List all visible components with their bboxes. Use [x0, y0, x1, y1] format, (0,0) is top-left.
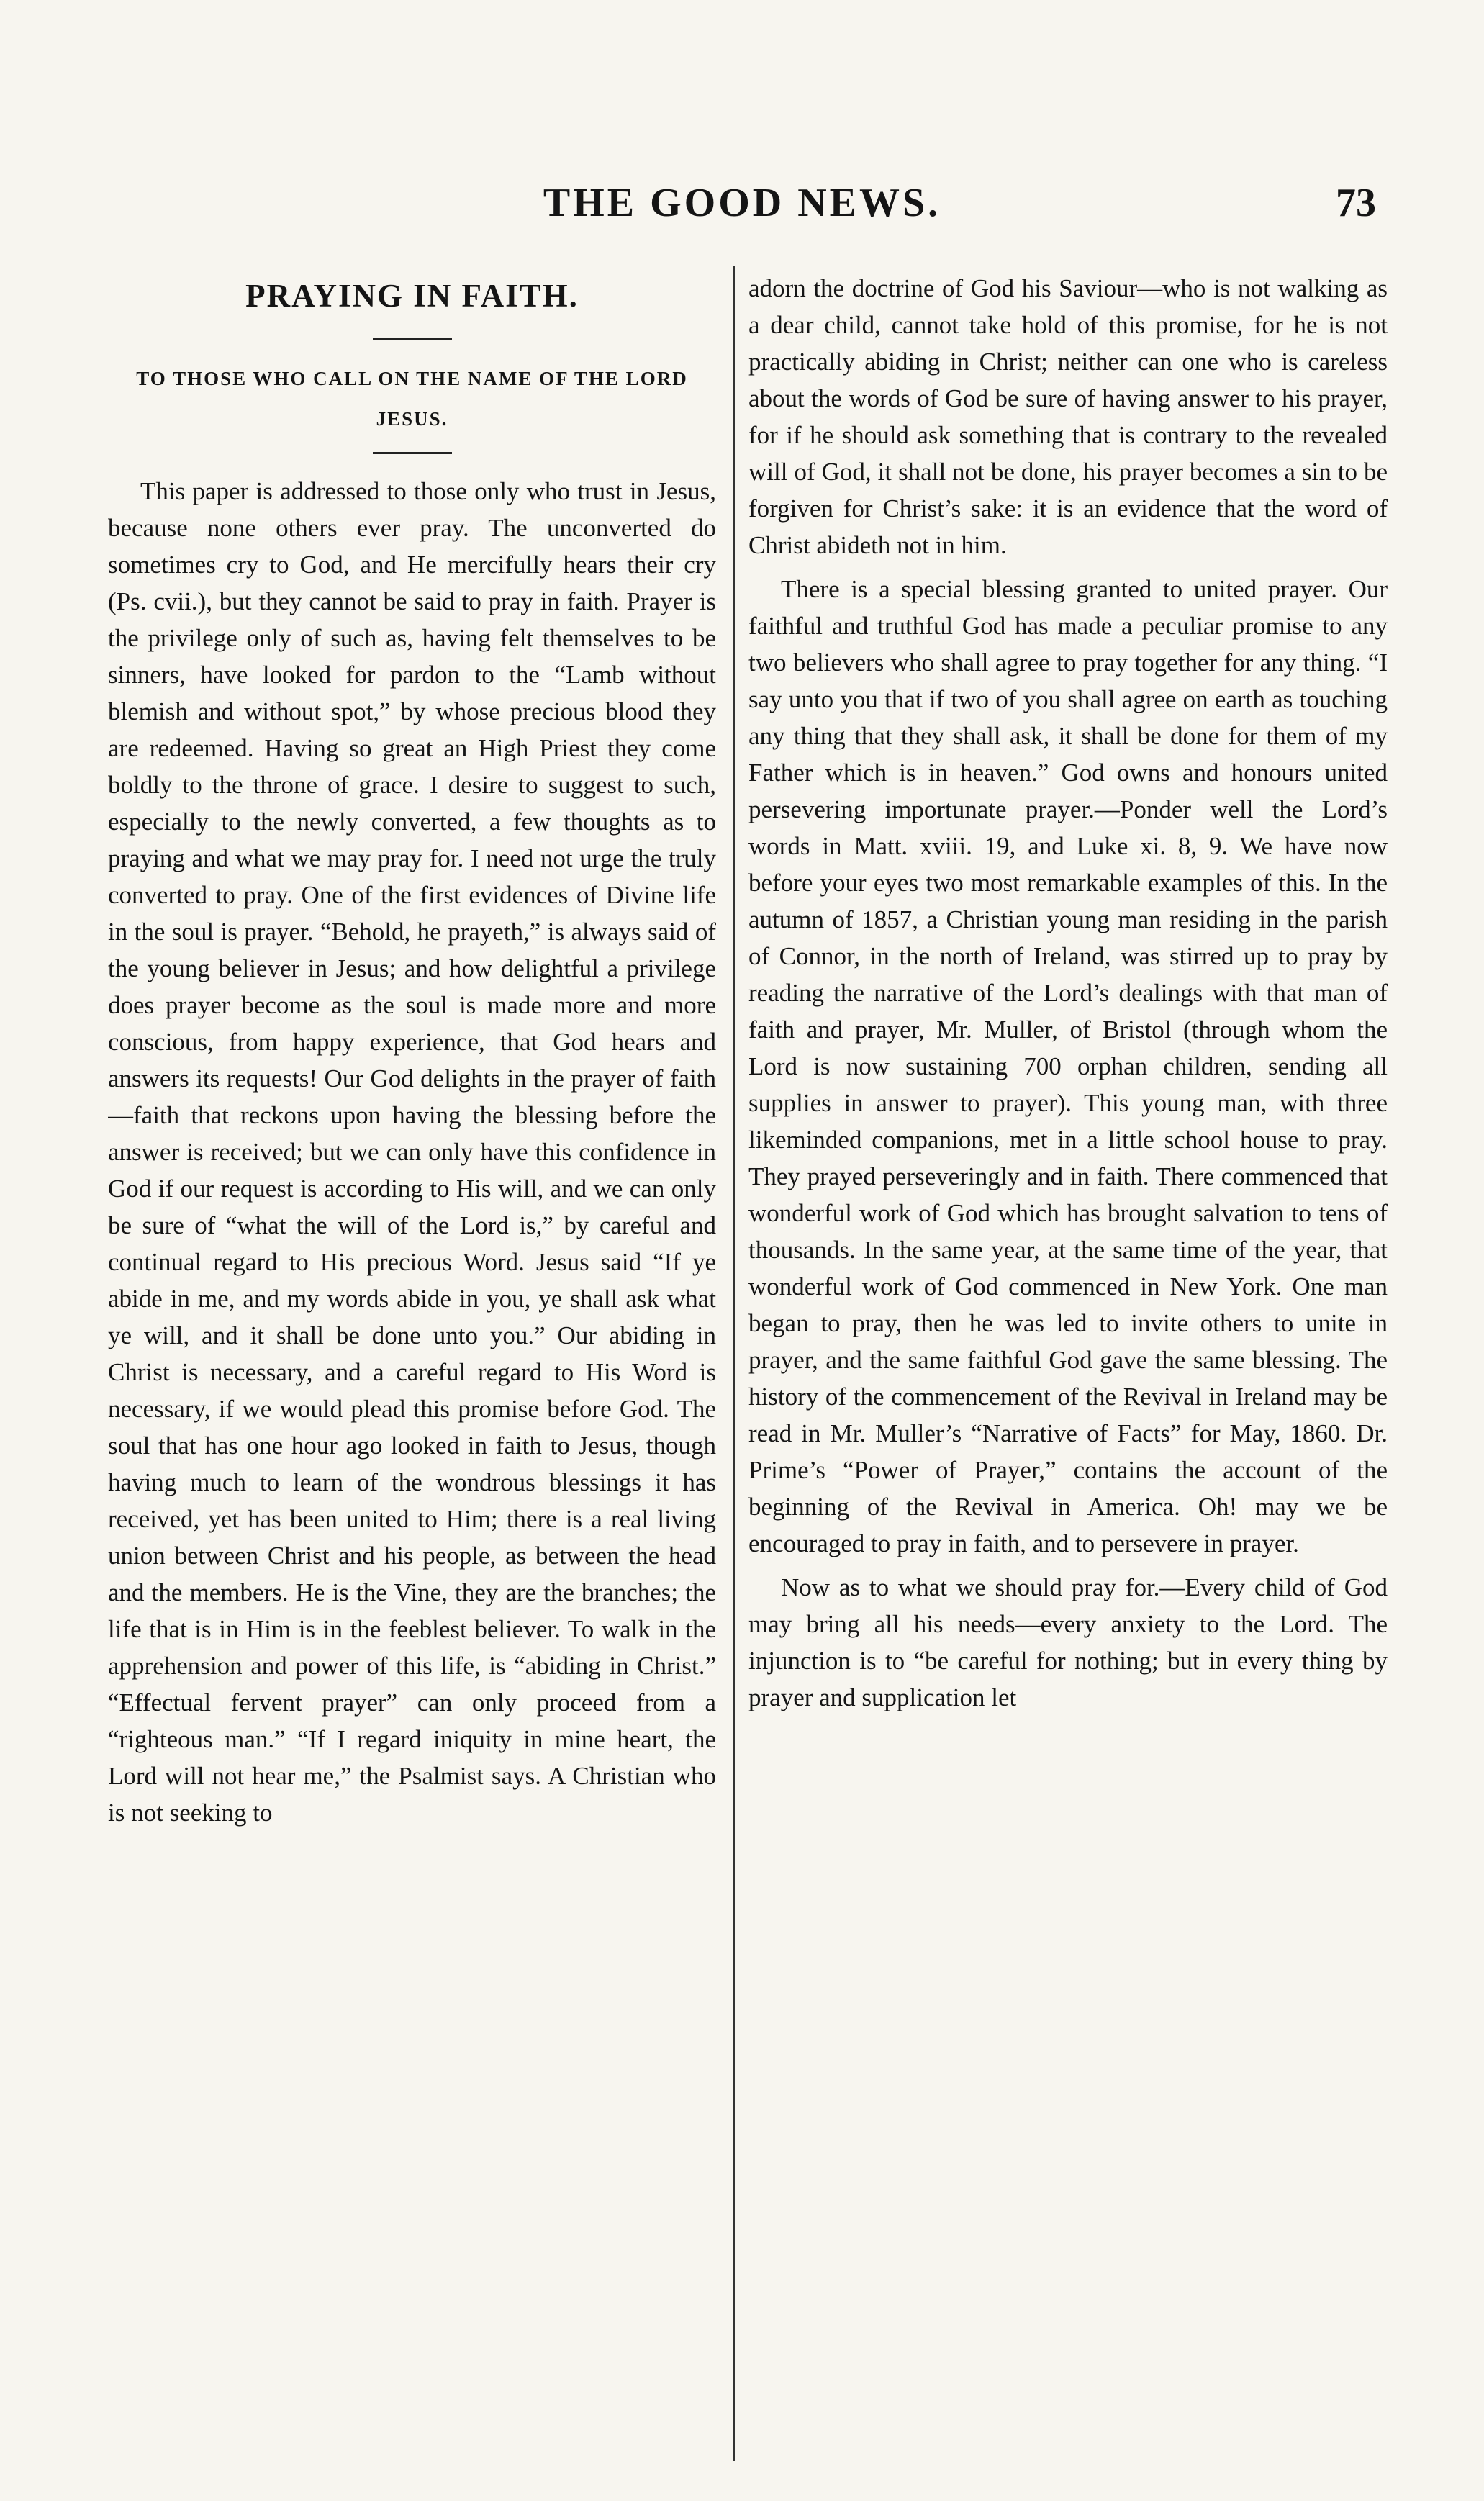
page-number: 73: [1336, 181, 1376, 225]
column-divider: [733, 266, 735, 2461]
dedication-rule: [373, 452, 452, 454]
page-header: [0, 180, 1484, 238]
paragraph: Now as to what we should pray for.—Every child of God may bring all his needs—every anxiety to the Lord. The injunction is to “be careful for nothing; but in every thing by prayer and supplication let: [748, 1573, 1388, 1711]
article-title: PRAYING IN FAITH.: [245, 278, 579, 314]
right-column: [748, 270, 1388, 2472]
left-column: [108, 270, 716, 2472]
paragraph: This paper is addressed to those only who trust in Jesus, because none others ever pray. The unconverted do sometimes cry to God, and He mercifully hears their cry (Ps. cvii.), but they cannot be said to pray in faith. Prayer is the privilege only of such as, having felt themselves to be sinners, have looked for pardon to the “Lamb without blemish and without spot,” by whose precious blood they are redeemed. Having so great an High Priest they come boldly to the throne of grace. I desire to suggest to such, especially to the newly converted, a few thoughts as to praying and what we may pray for. I need not urge the truly converted to pray. One of the first evidences of Divine life in the soul is prayer. “Behold, he prayeth,” is always said of the young believer in Jesus; and how delightful a privilege does prayer become as the soul is made more and more conscious, from happy experience, that God hears and answers its requests! Our God delights in the prayer of faith—faith that reckons upon having the blessing before the answer is received; but we can only have this confidence in God if our request is according to His will, and we can only be sure of “what the will of the Lord is,” by careful and continual regard to His precious Word. Jesus said “If ye abide in me, and my words abide in you, ye shall ask what ye will, and it shall be done unto you.” Our abiding in Christ is necessary, and a careful regard to His Word is necessary, if we would plead this promise before God. The soul that has one hour ago looked in faith to Jesus, though having much to learn of the wondrous blessings it has received, yet has been united to Him; there is a real living union between Christ and his people, as between the head and the members. He is the Vine, they are the branches; the life that is in Him is in the feeblest believer. To walk in the apprehension and power of this life, is “abiding in Christ.” “Effectual fervent prayer” can only proceed from a “righteous man.” “If I regard iniquity in mine heart, the Lord will not hear me,” the Psalmist says. A Christian who is not seeking to: [108, 477, 716, 1827]
paragraph: adorn the doctrine of God his Saviour—who is not walking as a dear child, cannot take hold of this promise, for he is not practically abiding in Christ; neither can one who is careless about the words of God be sure of having answer to his prayer, for if he should ask something that is contrary to the revealed will of God, it shall not be done, his prayer becomes a sin to be forgiven for Christ’s sake: it is an evidence that the word of Christ abideth not in him.: [748, 274, 1388, 559]
running-title: THE GOOD NEWS.: [543, 181, 941, 225]
paragraph: There is a special blessing granted to united prayer. Our faithful and truthful God has made a peculiar promise to any two believers who shall agree to pray together for any thing. “I say unto you that if two of you shall agree on earth as touching any thing that they shall ask, it shall be done for them of my Father which is in heaven.” God owns and honours united persevering importunate prayer.—Ponder well the Lord’s words in Matt. xviii. 19, and Luke xi. 8, 9. We have now before your eyes two most remarkable examples of this. In the autumn of 1857, a Christian young man residing in the parish of Connor, in the north of Ireland, was stirred up to pray by reading the narrative of the Lord’s dealings with that man of faith and prayer, Mr. Muller, of Bristol (through whom the Lord is now sustaining 700 orphan children, sending all supplies in answer to prayer). This young man, with three likeminded companions, met in a little school house to pray. They prayed perseveringly and in faith. There commenced that wonderful work of God which has brought salvation to tens of thousands. In the same year, at the same time of the year, that wonderful work of God commenced in New York. One man began to pray, then he was led to invite others to unite in prayer, and the same faithful God gave the same blessing. The history of the commencement of the Revival in Ireland may be read in Mr. Muller’s “Narrative of Facts” for May, 1860. Dr. Prime’s “Power of Prayer,” contains the account of the beginning of the Revival in America. Oh! may we be encouraged to pray in faith, and to persevere in prayer.: [748, 575, 1388, 1557]
dedication: TO THOSE WHO CALL ON THE NAME OF THE LORD JESUS.: [136, 368, 688, 430]
title-rule: [373, 338, 452, 340]
